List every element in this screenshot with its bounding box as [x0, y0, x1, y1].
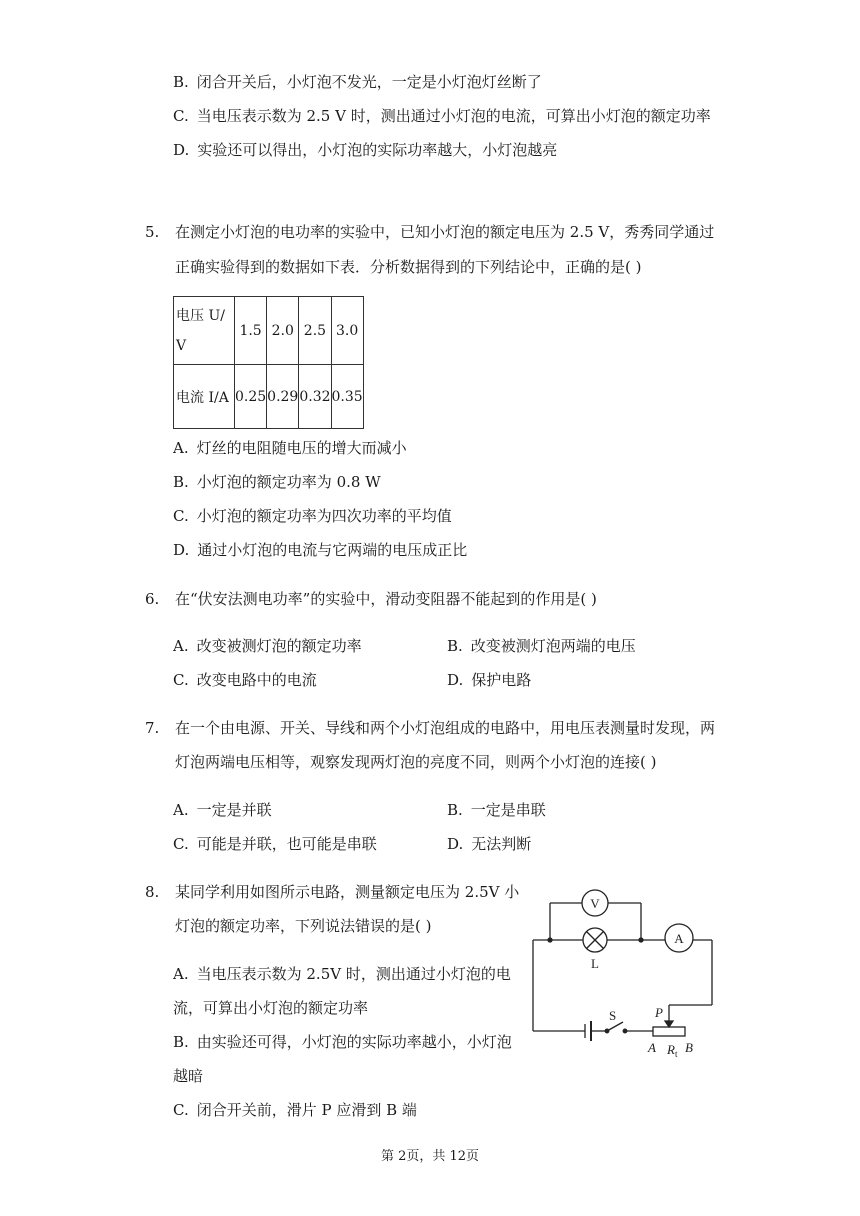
q8-option-a-line1: A. 当电压表示数为 2.5V 时，测出通过小灯泡的电: [173, 965, 511, 983]
rheostat-end-a: A: [648, 1040, 656, 1055]
voltage-cell: 3.0: [331, 297, 363, 365]
slider-arrow-icon: [665, 1021, 673, 1027]
q5-number: 5.: [145, 223, 160, 241]
q8-option-b-line1: B. 由实验还可得，小灯泡的实际功率越小，小灯泡: [173, 1033, 512, 1051]
current-cell: 0.25: [235, 365, 267, 429]
prev-option-d: D. 实验还可以得出，小灯泡的实际功率越大，小灯泡越亮: [173, 141, 558, 159]
current-cell: 0.32: [299, 365, 331, 429]
q8-option-c: C. 闭合开关前，滑片 P 应滑到 B 端: [173, 1101, 417, 1119]
voltage-cell: 1.5: [235, 297, 267, 365]
prev-option-b: B. 闭合开关后，小灯泡不发光，一定是小灯泡灯丝断了: [173, 73, 542, 91]
q8-stem-line1: 某同学利用如图所示电路，测量额定电压为 2.5V 小: [175, 883, 520, 901]
q8-option-b-line2: 越暗: [173, 1067, 204, 1085]
q6-stem: 在“伏安法测电功率”的实验中，滑动变阻器不能起到的作用是( ): [175, 590, 597, 608]
rheostat-subscript: t: [674, 1049, 678, 1059]
q6-option-b: B. 改变被测灯泡两端的电压: [447, 637, 636, 655]
slider-label: P: [655, 1005, 663, 1020]
voltage-cell: 2.0: [267, 297, 299, 365]
current-header: 电流 I/A: [174, 365, 235, 429]
table-row-voltage: [174, 297, 364, 365]
rheostat-end-b: B: [685, 1040, 693, 1055]
q7-option-d: D. 无法判断: [447, 835, 532, 853]
q7-option-a: A. 一定是并联: [173, 801, 272, 819]
q7-number: 7.: [145, 719, 160, 737]
junction-dot: [639, 938, 643, 942]
q7-stem-line2: 灯泡两端电压相等，观察发现两灯泡的亮度不同，则两个小灯泡的连接( ): [175, 753, 657, 771]
q5-option-d: D. 通过小灯泡的电流与它两端的电压成正比: [173, 541, 468, 559]
q6-option-c: C. 改变电路中的电流: [173, 671, 317, 689]
q5-data-table: [173, 296, 364, 429]
ammeter-label: A: [674, 931, 684, 946]
rheostat-letter: R: [667, 1042, 675, 1057]
current-cell: 0.29: [267, 365, 299, 429]
lamp-label: L: [591, 956, 599, 971]
q6-option-d: D. 保护电路: [447, 671, 532, 689]
switch-icon: [607, 1022, 623, 1031]
prev-option-c: C. 当电压表示数为 2.5 V 时，测出通过小灯泡的电流，可算出小灯泡的额定功率: [173, 107, 711, 125]
voltage-header: [174, 297, 235, 365]
page-footer: 第 2页，共 12页: [380, 1149, 480, 1164]
q5-stem-line1: 在测定小灯泡的电功率的实验中，已知小灯泡的额定电压为 2.5 V，秀秀同学通过: [175, 223, 715, 241]
q8-stem-line2: 灯泡的额定功率，下列说法错误的是( ): [175, 917, 432, 935]
q8-option-a-line2: 流，可算出小灯泡的额定功率: [173, 999, 369, 1017]
voltage-label-b: V: [176, 337, 187, 354]
circuit-diagram: [525, 870, 725, 1060]
q5-option-a: A. 灯丝的电阻随电压的增大而减小: [173, 439, 407, 457]
q5-stem-line2: 正确实验得到的数据如下表．分析数据得到的下列结论中，正确的是( ): [175, 258, 642, 276]
current-cell: 0.35: [331, 365, 363, 429]
q6-option-a: A. 改变被测灯泡的额定功率: [173, 637, 362, 655]
table-row-current: [174, 365, 364, 429]
switch-label: S: [609, 1008, 617, 1023]
q7-option-b: B. 一定是串联: [447, 801, 546, 819]
q5-option-b: B. 小灯泡的额定功率为 0.8 W: [173, 473, 381, 491]
rheostat-icon: [653, 1027, 685, 1036]
q7-option-c: C. 可能是并联，也可能是串联: [173, 835, 377, 853]
voltage-label-a: 电压 U/: [176, 307, 225, 324]
q8-number: 8.: [145, 883, 160, 901]
q7-stem-line1: 在一个由电源、开关、导线和两个小灯泡组成的电路中，用电压表测量时发现，两: [175, 719, 716, 737]
voltmeter-label: V: [590, 896, 600, 911]
junction-dot: [548, 938, 552, 942]
rheostat-label: [666, 1042, 678, 1059]
voltage-cell: 2.5: [299, 297, 331, 365]
q6-number: 6.: [145, 590, 160, 608]
q5-option-c: C. 小灯泡的额定功率为四次功率的平均值: [173, 507, 452, 525]
